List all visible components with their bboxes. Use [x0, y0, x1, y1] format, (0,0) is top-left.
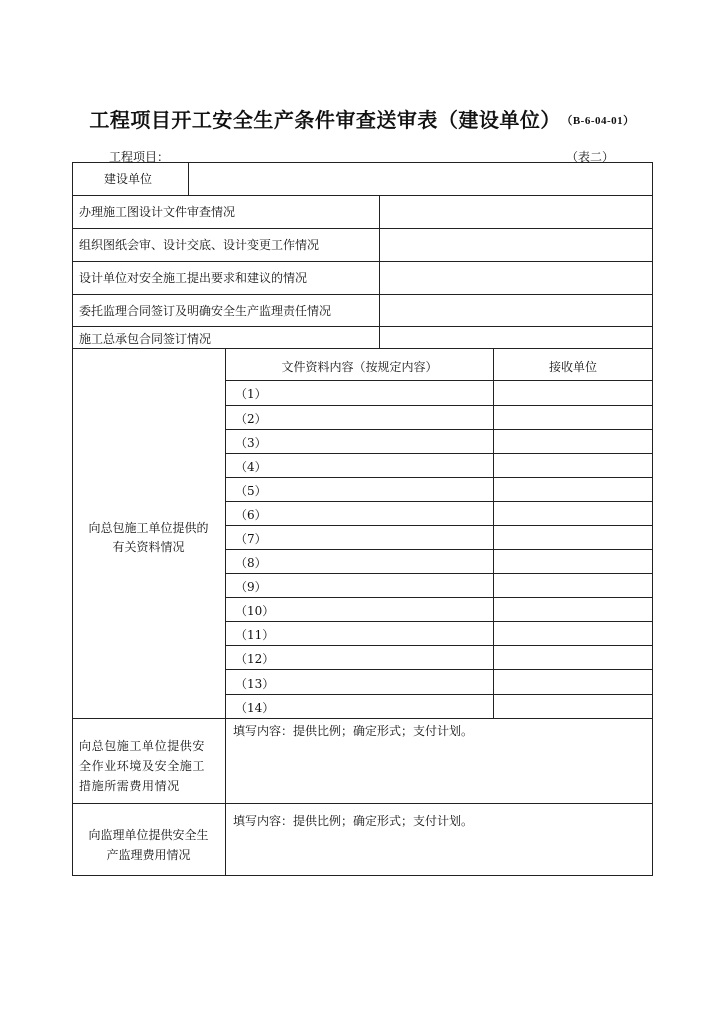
unit-input[interactable] — [190, 164, 650, 194]
supervision-cost-label: 向监理单位提供安全生 — [88, 828, 209, 842]
docs-section-label: 有关资料情况 — [112, 540, 185, 554]
check-item-label: 办理施工图设计文件审查情况 — [79, 205, 236, 219]
supervision-cost-input[interactable] — [227, 832, 651, 874]
form-title-text: 工程项目开工安全生产条件审查送审表（建设单位） — [89, 108, 561, 132]
check-item-label: 委托监理合同签订及明确安全生产监理责任情况 — [79, 304, 332, 318]
doc-row-number: （13） — [235, 677, 275, 691]
safety-cost-label: 措施所需费用情况 — [79, 779, 180, 793]
form-code: （B-6-04-01） — [566, 115, 635, 127]
doc-row-number: （4） — [235, 460, 267, 474]
supervision-cost-fill-hint: 填写内容：提供比例；确定形式；支付计划。 — [233, 814, 474, 828]
doc-row-number: （7） — [235, 532, 267, 546]
safety-cost-fill-hint: 填写内容：提供比例；确定形式；支付计划。 — [233, 724, 474, 738]
doc-row-number: （11） — [235, 628, 275, 642]
safety-cost-label: 向总包施工单位提供安 — [79, 739, 206, 753]
supervision-cost-label: 产监理费用情况 — [106, 848, 191, 862]
doc-row-number: （8） — [235, 556, 267, 570]
check-item-input[interactable] — [381, 197, 651, 227]
safety-cost-label: 全作业环境及安全施工 — [79, 759, 206, 773]
check-item-input[interactable] — [381, 263, 651, 293]
check-item-input[interactable] — [381, 230, 651, 260]
doc-row-number: （14） — [235, 701, 275, 715]
check-item-label: 设计单位对安全施工提出要求和建议的情况 — [79, 271, 308, 285]
project-label: 工程项目： — [109, 150, 170, 164]
docs-content-header: 文件资料内容（按规定内容） — [281, 360, 438, 374]
doc-row-number: （3） — [235, 436, 267, 450]
doc-row-number: （2） — [235, 412, 267, 426]
safety-cost-input[interactable] — [227, 742, 651, 802]
doc-row-number: （5） — [235, 484, 267, 498]
doc-row-number: （12） — [235, 652, 275, 666]
check-item-input[interactable] — [381, 296, 651, 325]
doc-row-number: （10） — [235, 604, 275, 618]
docs-receiver-header: 接收单位 — [548, 360, 597, 374]
docs-section-label: 向总包施工单位提供的 — [88, 521, 209, 535]
table-number: （表二） — [566, 150, 615, 164]
unit-label: 建设单位 — [104, 172, 153, 186]
check-item-input[interactable] — [381, 328, 651, 347]
doc-row-number: （1） — [235, 387, 267, 401]
doc-row-number: （6） — [235, 508, 267, 522]
check-item-label: 施工总承包合同签订情况 — [79, 332, 212, 346]
doc-row-number: （9） — [235, 580, 267, 594]
check-item-label: 组织图纸会审、设计交底、设计变更工作情况 — [79, 238, 320, 252]
